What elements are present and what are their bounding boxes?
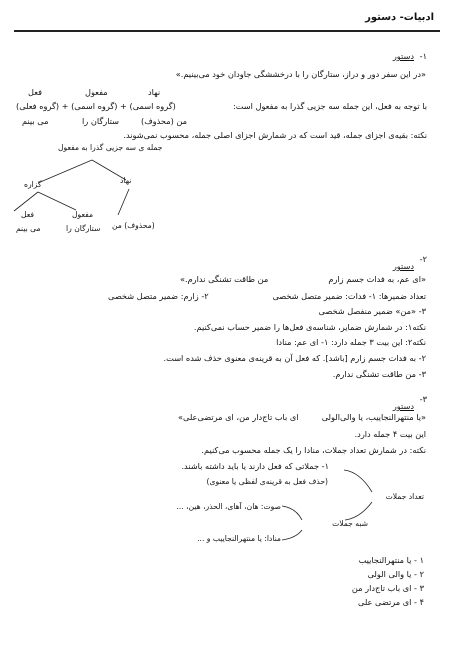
section-3-list-item: ۲ - یا والی الولی (367, 569, 424, 579)
section-1-tag: دستور (392, 51, 414, 61)
section-2-tag: دستور (392, 261, 414, 271)
section-2-note-2: نکته۲: این بیت ۳ جمله دارد: ۱- ای عم: منادا (276, 337, 426, 347)
section-2-line-2: ۲- به فدات جسم زارم [باشد]. که فعل آن به قرینه‌ی معنوی حذف شده است. (163, 353, 426, 363)
section-3-verse-b: ای باب تاج‌دار من، ای مرتضی‌علی» (178, 412, 299, 422)
tree-1-feel-value: می بینم (16, 224, 41, 233)
section-3-tree-count: تعداد جملات (385, 492, 424, 501)
section-3-tree-semi: شبه جملات (332, 519, 368, 528)
section-1-verse: «در این سفر دور و دراز، ستارگان را با درخششگی جاودان خود می‌بینیم.» (175, 69, 426, 79)
section-2-number: ۲- (419, 254, 427, 264)
section-3-tree-verb: ۱- جملاتی که فعل دارند یا باید داشته باشند. (181, 461, 329, 471)
section-1-number: ۱- (419, 51, 427, 61)
section-2-pronoun-3: ۳- «من» ضمیر منفصل شخصی (318, 306, 426, 316)
section-3-list-item: ۳ - ای باب تاج‌دار من (351, 583, 424, 593)
section-2-verse-b: من طاقت تشنگی ندارم.» (180, 274, 269, 284)
section-2-line-3: ۳- من طاقت تشنگی ندارم. (332, 369, 426, 379)
section-2-note-1: نکته۱: در شمارش ضمایر، شناسه‌ی فعل‌ها را ضمیر حساب نمی‌کنیم. (193, 322, 426, 332)
section-3-tag: دستور (392, 401, 414, 411)
section-3-note: نکته: در شمارش تعداد جملات، منادا را یک جمله محسوب می‌کنیم. (201, 445, 426, 455)
section-3-number: ۳- (419, 394, 427, 404)
tree-1-nahad-value: (محذوف) من (112, 221, 155, 230)
section-3-tree-monada: منادا: یا منتهرالنجاییب و ... (197, 534, 281, 543)
val-nahad: من (محذوف) (141, 116, 188, 126)
section-2-verse-a: «ای عم، به فدات جسم زارم (328, 274, 426, 284)
col-feel-label: فعل (28, 87, 43, 97)
page-header-title: ادبیات- دستور (365, 12, 434, 23)
tree-1-nahad: نهاد (120, 176, 132, 185)
tree-1-mafool-value: ستارگان را (66, 224, 101, 233)
section-3-list-item: ۴ - ای مرتضی علی (358, 597, 424, 607)
section-3-verse-a: «یا منتهرالنجاییب، یا والی‌الولی (321, 412, 426, 422)
section-2-pronoun-2: ۲- زارم: ضمیر متصل شخصی (108, 291, 209, 301)
section-1-note: نکته: بقیه‌ی اجزای جمله، قید است که در شمارش اجزای اصلی جمله، محسوب نمی‌شوند. (123, 130, 427, 140)
val-feel: می بینم (22, 116, 49, 126)
tree-1-root: جمله ی سه جزیی گذرا به مفعول (58, 143, 163, 152)
section-1-intro: با توجه به فعل، این جمله سه جزیی گذرا به مفعول است: (232, 101, 427, 111)
tree-1-feel: فعل (21, 210, 35, 219)
section-2-pronoun-1: تعداد ضمیرها: ۱- فدات: ضمیر متصل شخصی (272, 291, 426, 301)
section-3-count: این بیت ۴ جمله دارد. (354, 429, 426, 439)
section-3-list-item: ۱ - یا منتهرالنجاییب (358, 555, 424, 565)
section-3-tree-sound: صوت: هان، آهای، الحذر، هین، ... (176, 502, 281, 511)
val-mafool: ستارگان را (82, 116, 120, 126)
tree-1-gozare: گزاره (24, 180, 42, 189)
section-3-tree-deleted: (حذف فعل به قرینه‌ی لفظی یا معنوی) (206, 477, 328, 486)
tree-1-mafool: مفعول (72, 210, 94, 219)
col-mafool-label: مفعول (85, 87, 108, 97)
col-nahad-label: نهاد (148, 87, 161, 97)
section-1-formula: (گروه اسمی) + (گروه اسمی) + (گروه فعلی) (16, 101, 176, 111)
